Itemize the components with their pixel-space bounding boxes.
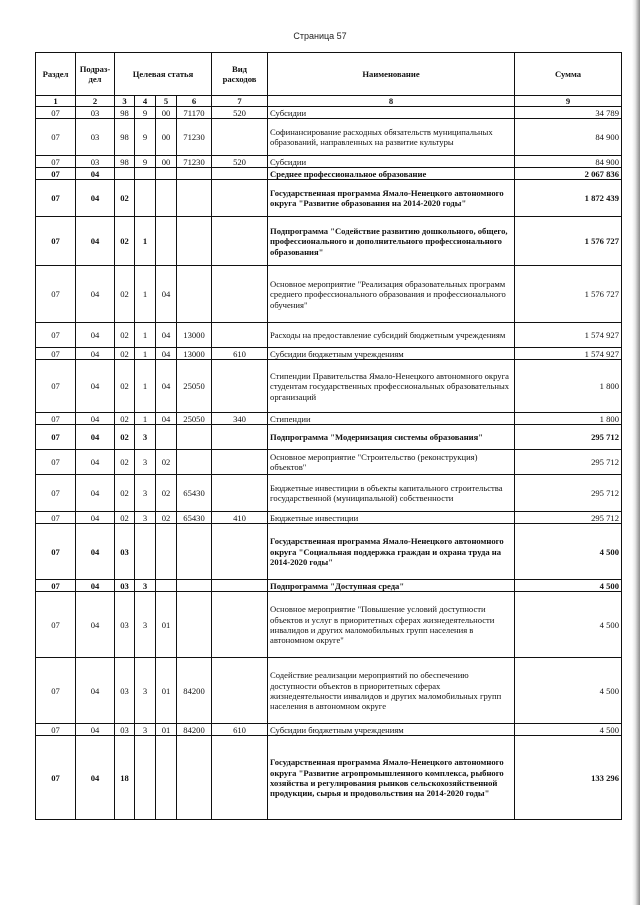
podrazdel-cell: 04 [76, 592, 115, 658]
event-code-cell: 01 [156, 658, 177, 724]
razdel-cell: 07 [36, 413, 76, 425]
vid-rashodov-cell [212, 580, 268, 592]
program-code-cell: 98 [115, 119, 135, 156]
podrazdel-cell: 04 [76, 360, 115, 413]
podrazdel-cell: 04 [76, 168, 115, 180]
table-row [36, 413, 622, 425]
vid-rashodov-cell [212, 360, 268, 413]
column-number: 5 [156, 96, 177, 107]
sum-cell: 4 500 [515, 724, 622, 736]
program-code-cell: 03 [115, 580, 135, 592]
direction-code-cell: 65430 [177, 475, 212, 512]
vid-rashodov-cell [212, 180, 268, 217]
vid-rashodov-cell [212, 450, 268, 475]
podrazdel-cell: 04 [76, 348, 115, 360]
event-code-cell [156, 217, 177, 266]
subprogram-code-cell: 3 [135, 658, 156, 724]
name-cell: Среднее профессиональное образование [268, 168, 515, 180]
subprogram-code-cell [135, 168, 156, 180]
name-cell: Подпрограмма "Содействие развитию дошкольного, общего, профессионального и дополнительного профессионального образования" [268, 217, 515, 266]
event-code-cell: 01 [156, 724, 177, 736]
table-row [36, 180, 622, 217]
program-code-cell: 18 [115, 736, 135, 820]
program-code-cell: 98 [115, 107, 135, 119]
header-razdel: Раздел [36, 53, 76, 96]
program-code-cell: 02 [115, 323, 135, 348]
event-code-cell [156, 180, 177, 217]
subprogram-code-cell: 3 [135, 724, 156, 736]
table-body [36, 107, 622, 820]
table-row [36, 360, 622, 413]
sum-cell: 295 712 [515, 475, 622, 512]
vid-rashodov-cell: 520 [212, 156, 268, 168]
header-name: Наименование [268, 53, 515, 96]
razdel-cell: 07 [36, 580, 76, 592]
event-code-cell [156, 524, 177, 580]
subprogram-code-cell [135, 736, 156, 820]
sum-cell: 4 500 [515, 592, 622, 658]
direction-code-cell [177, 736, 212, 820]
sum-cell: 4 500 [515, 658, 622, 724]
table-row [36, 658, 622, 724]
table-row [36, 580, 622, 592]
subprogram-code-cell: 3 [135, 475, 156, 512]
podrazdel-cell: 04 [76, 736, 115, 820]
name-cell: Бюджетные инвестиции в объекты капитального строительства государственной (муниципальной) собственности [268, 475, 515, 512]
column-number: 4 [135, 96, 156, 107]
vid-rashodov-cell [212, 658, 268, 724]
subprogram-code-cell: 1 [135, 348, 156, 360]
sum-cell: 1 872 439 [515, 180, 622, 217]
sum-cell: 1 574 927 [515, 323, 622, 348]
name-cell: Государственная программа Ямало-Ненецкого автономного округа "Развитие агропромышленного комплекса, рыбного хозяйства и регулирования рынков сельскохозяйственной продукции, сырья и продовольствия на 2014-2020 годы" [268, 736, 515, 820]
table-row [36, 512, 622, 524]
event-code-cell: 02 [156, 512, 177, 524]
event-code-cell [156, 580, 177, 592]
page-number: Страница 57 [293, 31, 347, 41]
razdel-cell: 07 [36, 156, 76, 168]
podrazdel-cell: 04 [76, 524, 115, 580]
razdel-cell: 07 [36, 736, 76, 820]
subprogram-code-cell: 9 [135, 119, 156, 156]
name-cell: Государственная программа Ямало-Ненецкого автономного округа "Социальная поддержка граждан и охрана труда на 2014-2020 годы" [268, 524, 515, 580]
sum-cell: 295 712 [515, 425, 622, 450]
scan-edge-shadow [632, 0, 640, 905]
subprogram-code-cell: 1 [135, 323, 156, 348]
podrazdel-cell: 04 [76, 724, 115, 736]
name-cell: Государственная программа Ямало-Ненецкого автономного округа "Развитие образования на 2014-2020 годы" [268, 180, 515, 217]
razdel-cell: 07 [36, 348, 76, 360]
razdel-cell: 07 [36, 217, 76, 266]
direction-code-cell: 13000 [177, 323, 212, 348]
subprogram-code-cell: 9 [135, 107, 156, 119]
vid-rashodov-cell: 410 [212, 512, 268, 524]
name-cell: Основное мероприятие "Повышение условий доступности объектов и услуг в приоритетных сферах жизнедеятельности инвалидов и других маломобильных групп населения в автономном округе" [268, 592, 515, 658]
program-code-cell: 02 [115, 512, 135, 524]
table-row [36, 425, 622, 450]
event-code-cell: 02 [156, 475, 177, 512]
razdel-cell: 07 [36, 180, 76, 217]
direction-code-cell: 71230 [177, 119, 212, 156]
direction-code-cell: 71170 [177, 107, 212, 119]
vid-rashodov-cell [212, 323, 268, 348]
subprogram-code-cell: 1 [135, 413, 156, 425]
table-row [36, 119, 622, 156]
sum-cell: 1 800 [515, 360, 622, 413]
direction-code-cell [177, 425, 212, 450]
direction-code-cell: 71230 [177, 156, 212, 168]
program-code-cell: 03 [115, 592, 135, 658]
table-row [36, 156, 622, 168]
program-code-cell: 02 [115, 217, 135, 266]
direction-code-cell [177, 266, 212, 323]
program-code-cell: 02 [115, 413, 135, 425]
razdel-cell: 07 [36, 450, 76, 475]
podrazdel-cell: 04 [76, 450, 115, 475]
name-cell: Субсидии [268, 107, 515, 119]
razdel-cell: 07 [36, 425, 76, 450]
column-number: 8 [268, 96, 515, 107]
sum-cell: 133 296 [515, 736, 622, 820]
vid-rashodov-cell: 520 [212, 107, 268, 119]
vid-rashodov-cell [212, 736, 268, 820]
event-code-cell: 00 [156, 107, 177, 119]
name-cell: Стипендии Правительства Ямало-Ненецкого автономного округа студентам государственных профессиональных образовательных организаций [268, 360, 515, 413]
table-row [36, 592, 622, 658]
razdel-cell: 07 [36, 360, 76, 413]
sum-cell: 2 067 836 [515, 168, 622, 180]
direction-code-cell: 84200 [177, 724, 212, 736]
razdel-cell: 07 [36, 724, 76, 736]
vid-rashodov-cell [212, 217, 268, 266]
event-code-cell: 00 [156, 156, 177, 168]
vid-rashodov-cell [212, 592, 268, 658]
razdel-cell: 07 [36, 512, 76, 524]
name-cell: Подпрограмма "Модернизация системы образования" [268, 425, 515, 450]
budget-table [35, 52, 622, 820]
name-cell: Субсидии бюджетным учреждениям [268, 348, 515, 360]
podrazdel-cell: 03 [76, 107, 115, 119]
table-row [36, 736, 622, 820]
name-cell: Софинансирование расходных обязательств муниципальных образований, направленных на развитие культуры [268, 119, 515, 156]
sum-cell: 34 789 [515, 107, 622, 119]
table-row [36, 266, 622, 323]
program-code-cell: 02 [115, 475, 135, 512]
column-number: 2 [76, 96, 115, 107]
razdel-cell: 07 [36, 119, 76, 156]
podrazdel-cell: 03 [76, 119, 115, 156]
program-code-cell: 03 [115, 524, 135, 580]
program-code-cell: 03 [115, 724, 135, 736]
podrazdel-cell: 04 [76, 217, 115, 266]
razdel-cell: 07 [36, 524, 76, 580]
vid-rashodov-cell [212, 266, 268, 323]
podrazdel-cell: 04 [76, 180, 115, 217]
name-cell: Стипендии [268, 413, 515, 425]
name-cell: Субсидии бюджетным учреждениям [268, 724, 515, 736]
sum-cell: 4 500 [515, 524, 622, 580]
table-row [36, 524, 622, 580]
program-code-cell: 02 [115, 450, 135, 475]
vid-rashodov-cell: 610 [212, 348, 268, 360]
subprogram-code-cell: 3 [135, 450, 156, 475]
razdel-cell: 07 [36, 323, 76, 348]
direction-code-cell [177, 217, 212, 266]
sum-cell: 1 576 727 [515, 217, 622, 266]
vid-rashodov-cell [212, 119, 268, 156]
vid-rashodov-cell: 340 [212, 413, 268, 425]
subprogram-code-cell: 1 [135, 217, 156, 266]
direction-code-cell: 84200 [177, 658, 212, 724]
direction-code-cell [177, 580, 212, 592]
sum-cell: 4 500 [515, 580, 622, 592]
direction-code-cell [177, 168, 212, 180]
header-sum: Сумма [515, 53, 622, 96]
event-code-cell: 04 [156, 360, 177, 413]
name-cell: Бюджетные инвестиции [268, 512, 515, 524]
direction-code-cell: 13000 [177, 348, 212, 360]
column-number-row [36, 96, 622, 107]
razdel-cell: 07 [36, 266, 76, 323]
podrazdel-cell: 04 [76, 266, 115, 323]
subprogram-code-cell [135, 524, 156, 580]
subprogram-code-cell: 3 [135, 580, 156, 592]
program-code-cell: 02 [115, 425, 135, 450]
table-row [36, 475, 622, 512]
podrazdel-cell: 03 [76, 156, 115, 168]
table-header-row [36, 53, 622, 96]
event-code-cell: 00 [156, 119, 177, 156]
column-number: 9 [515, 96, 622, 107]
event-code-cell [156, 425, 177, 450]
name-cell: Основное мероприятие "Реализация образовательных программ среднего профессионального образования и профессионального обучения" [268, 266, 515, 323]
sum-cell: 1 574 927 [515, 348, 622, 360]
direction-code-cell: 65430 [177, 512, 212, 524]
razdel-cell: 07 [36, 168, 76, 180]
program-code-cell: 02 [115, 360, 135, 413]
program-code-cell: 02 [115, 180, 135, 217]
program-code-cell: 98 [115, 156, 135, 168]
program-code-cell: 02 [115, 348, 135, 360]
table-row [36, 724, 622, 736]
vid-rashodov-cell [212, 425, 268, 450]
event-code-cell: 02 [156, 450, 177, 475]
name-cell: Основное мероприятие "Строительство (реконструкция) объектов" [268, 450, 515, 475]
sum-cell: 84 900 [515, 156, 622, 168]
podrazdel-cell: 04 [76, 475, 115, 512]
subprogram-code-cell: 1 [135, 360, 156, 413]
sum-cell: 84 900 [515, 119, 622, 156]
podrazdel-cell: 04 [76, 323, 115, 348]
sum-cell: 295 712 [515, 512, 622, 524]
event-code-cell: 04 [156, 323, 177, 348]
subprogram-code-cell: 3 [135, 425, 156, 450]
subprogram-code-cell: 3 [135, 512, 156, 524]
header-podrazdel: Подраз-дел [76, 53, 115, 96]
table-row [36, 348, 622, 360]
header-vid-rashodov: Вид расходов [212, 53, 268, 96]
table-row [36, 168, 622, 180]
program-code-cell: 02 [115, 266, 135, 323]
event-code-cell [156, 736, 177, 820]
podrazdel-cell: 04 [76, 413, 115, 425]
subprogram-code-cell: 1 [135, 266, 156, 323]
event-code-cell: 04 [156, 348, 177, 360]
podrazdel-cell: 04 [76, 512, 115, 524]
subprogram-code-cell: 9 [135, 156, 156, 168]
direction-code-cell [177, 524, 212, 580]
subprogram-code-cell: 3 [135, 592, 156, 658]
direction-code-cell [177, 180, 212, 217]
podrazdel-cell: 04 [76, 580, 115, 592]
sum-cell: 1 800 [515, 413, 622, 425]
table-row [36, 323, 622, 348]
direction-code-cell: 25050 [177, 360, 212, 413]
vid-rashodov-cell [212, 524, 268, 580]
direction-code-cell [177, 592, 212, 658]
name-cell: Субсидии [268, 156, 515, 168]
column-number: 7 [212, 96, 268, 107]
event-code-cell: 04 [156, 266, 177, 323]
subprogram-code-cell [135, 180, 156, 217]
razdel-cell: 07 [36, 107, 76, 119]
direction-code-cell: 25050 [177, 413, 212, 425]
column-number: 3 [115, 96, 135, 107]
sum-cell: 1 576 727 [515, 266, 622, 323]
razdel-cell: 07 [36, 475, 76, 512]
name-cell: Содействие реализации мероприятий по обеспечению доступности объектов в приоритетных сферах жизнедеятельности инвалидов и других маломобильных групп населения в автономном округе [268, 658, 515, 724]
header-target-article: Целевая статья [115, 53, 212, 96]
vid-rashodov-cell [212, 168, 268, 180]
vid-rashodov-cell [212, 475, 268, 512]
table-row [36, 107, 622, 119]
podrazdel-cell: 04 [76, 658, 115, 724]
program-code-cell [115, 168, 135, 180]
sum-cell: 295 712 [515, 450, 622, 475]
podrazdel-cell: 04 [76, 425, 115, 450]
vid-rashodov-cell: 610 [212, 724, 268, 736]
direction-code-cell [177, 450, 212, 475]
event-code-cell: 04 [156, 413, 177, 425]
razdel-cell: 07 [36, 658, 76, 724]
table-row [36, 217, 622, 266]
program-code-cell: 03 [115, 658, 135, 724]
razdel-cell: 07 [36, 592, 76, 658]
event-code-cell [156, 168, 177, 180]
column-number: 1 [36, 96, 76, 107]
event-code-cell: 01 [156, 592, 177, 658]
table-row [36, 450, 622, 475]
name-cell: Расходы на предоставление субсидий бюджетным учреждениям [268, 323, 515, 348]
column-number: 6 [177, 96, 212, 107]
name-cell: Подпрограмма "Доступная среда" [268, 580, 515, 592]
